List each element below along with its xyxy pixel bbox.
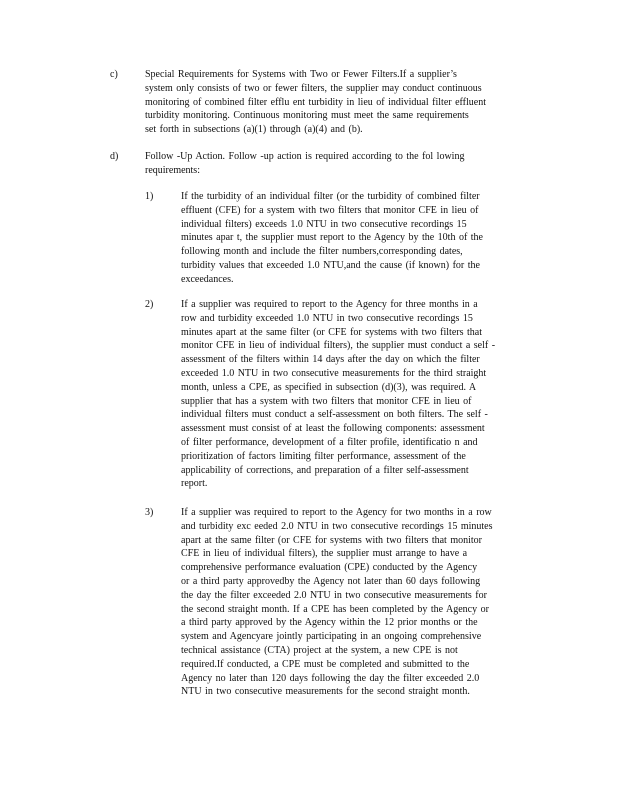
paragraph-line: exceedances. (181, 273, 234, 285)
subitem-2-paragraph (181, 298, 546, 491)
paragraph-line: minutes apar t, the supplier must report to the Agency by the 10th of the (181, 232, 483, 244)
paragraph-line: If a supplier was required to report to the Agency for two months in a row (181, 507, 492, 518)
paragraph-line: month, unless a CPE, as specified in subsection (d)(3), was required. A (181, 381, 477, 393)
paragraph-line: If the turbidity of an individual filter (or the turbidity of combined filter (181, 191, 480, 202)
paragraph-line: monitoring of combined filter efflu ent turbidity in lieu of individual filter effluent (145, 96, 486, 108)
paragraph-line: Agency no later than 120 days following the day the filter exceeded 2.0 (181, 672, 480, 684)
paragraph-line: requirements: (145, 164, 200, 176)
paragraph-line: individual filters must conduct a self-assessment on both filters. The self - (181, 409, 488, 421)
paragraph-line: system and Agencyare jointly participating in an ongoing comprehensive (181, 631, 482, 643)
paragraph-line: monitor CFE in lieu of individual filters), the supplier must conduct a self - (181, 340, 496, 352)
paragraph-line: system only consists of two or fewer filters, the supplier may conduct continuous (145, 82, 482, 94)
paragraph-line: set forth in subsections (a)(1) through (a)(4) and (b). (145, 124, 363, 136)
section-d-paragraph (145, 150, 540, 178)
paragraph-line: report. (181, 478, 208, 490)
paragraph-line: following month and include the filter numbers,corresponding dates, (181, 246, 463, 258)
paragraph-line: required.If conducted, a CPE must be completed and submitted to the (181, 658, 470, 670)
paragraph-line: CFE in lieu of individual filters), the supplier must arrange to have a (181, 548, 468, 560)
paragraph-line: the day the filter exceeded 2.0 NTU in two consecutive measurements for (181, 589, 487, 601)
paragraph-line: or a third party approvedby the Agency not later than 60 days following (181, 575, 481, 587)
section-d-marker: d) (110, 151, 119, 162)
paragraph-line: individual filters) exceeds 1.0 NTU in two consecutive recordings 15 (181, 218, 467, 230)
paragraph-line: turbidity monitoring. Continuous monitoring must meet the same requirements (145, 110, 469, 122)
paragraph-line: assessment of the filters within 14 days after the day on which the filter (181, 354, 480, 366)
paragraph-line: of filter performance, development of a filter profile, identificatio n and (181, 436, 478, 448)
subitem-3-marker: 3) (145, 507, 154, 518)
section-c-marker: c) (110, 69, 118, 80)
paragraph-line: minutes apart at the same filter (or CFE for systems with two filters that (181, 326, 482, 338)
paragraph-line: the second straight month. If a CPE has been completed by the Agency or (181, 603, 489, 615)
subitem-1-marker: 1) (145, 191, 154, 202)
paragraph-line: effluent (CFE) for a system with two filters that monitor CFE in lieu of (181, 204, 479, 216)
paragraph-line: prioritization of factors limiting filter performance, assessment of the (181, 450, 466, 462)
paragraph-line: Follow -Up Action. Follow -up action is required according to the fol lowing (145, 151, 465, 162)
subitem-1-paragraph (181, 190, 546, 287)
paragraph-line: NTU in two consecutive measurements for the second straight month. (181, 686, 470, 698)
paragraph-line: row and turbidity exceeded 1.0 NTU in two consecutive recordings 15 (181, 312, 473, 324)
subitem-3-paragraph (181, 506, 546, 699)
paragraph-line: comprehensive performance evaluation (CPE) conducted by the Agency (181, 562, 478, 574)
paragraph-line: supplier that has a system with two filters that monitor CFE in lieu of (181, 395, 472, 407)
paragraph-line: a third party approved by the Agency within the 12 prior months or the (181, 617, 478, 629)
paragraph-line: technical assistance (CTA) project at the system, a new CPE is not (181, 644, 458, 656)
paragraph-line: apart at the same filter (or CFE for systems with two filters that monitor (181, 534, 482, 546)
section-c-paragraph (145, 68, 540, 137)
paragraph-line: If a supplier was required to report to the Agency for three months in a (181, 299, 478, 310)
paragraph-line: Special Requirements for Systems with Two or Fewer Filters.If a supplier’s (145, 69, 457, 80)
paragraph-line: applicability of corrections, and preparation of a filter self-assessment (181, 464, 469, 476)
paragraph-line: exceeded 1.0 NTU in two consecutive measurements for the third straight (181, 367, 487, 379)
paragraph-line: and turbidity exc eeded 2.0 NTU in two consecutive recordings 15 minutes (181, 520, 493, 532)
paragraph-line: turbidity values that exceeded 1.0 NTU,and the cause (if known) for the (181, 259, 480, 271)
subitem-2-marker: 2) (145, 299, 154, 310)
paragraph-line: assessment must consist of at least the following components: assessment (181, 423, 485, 435)
